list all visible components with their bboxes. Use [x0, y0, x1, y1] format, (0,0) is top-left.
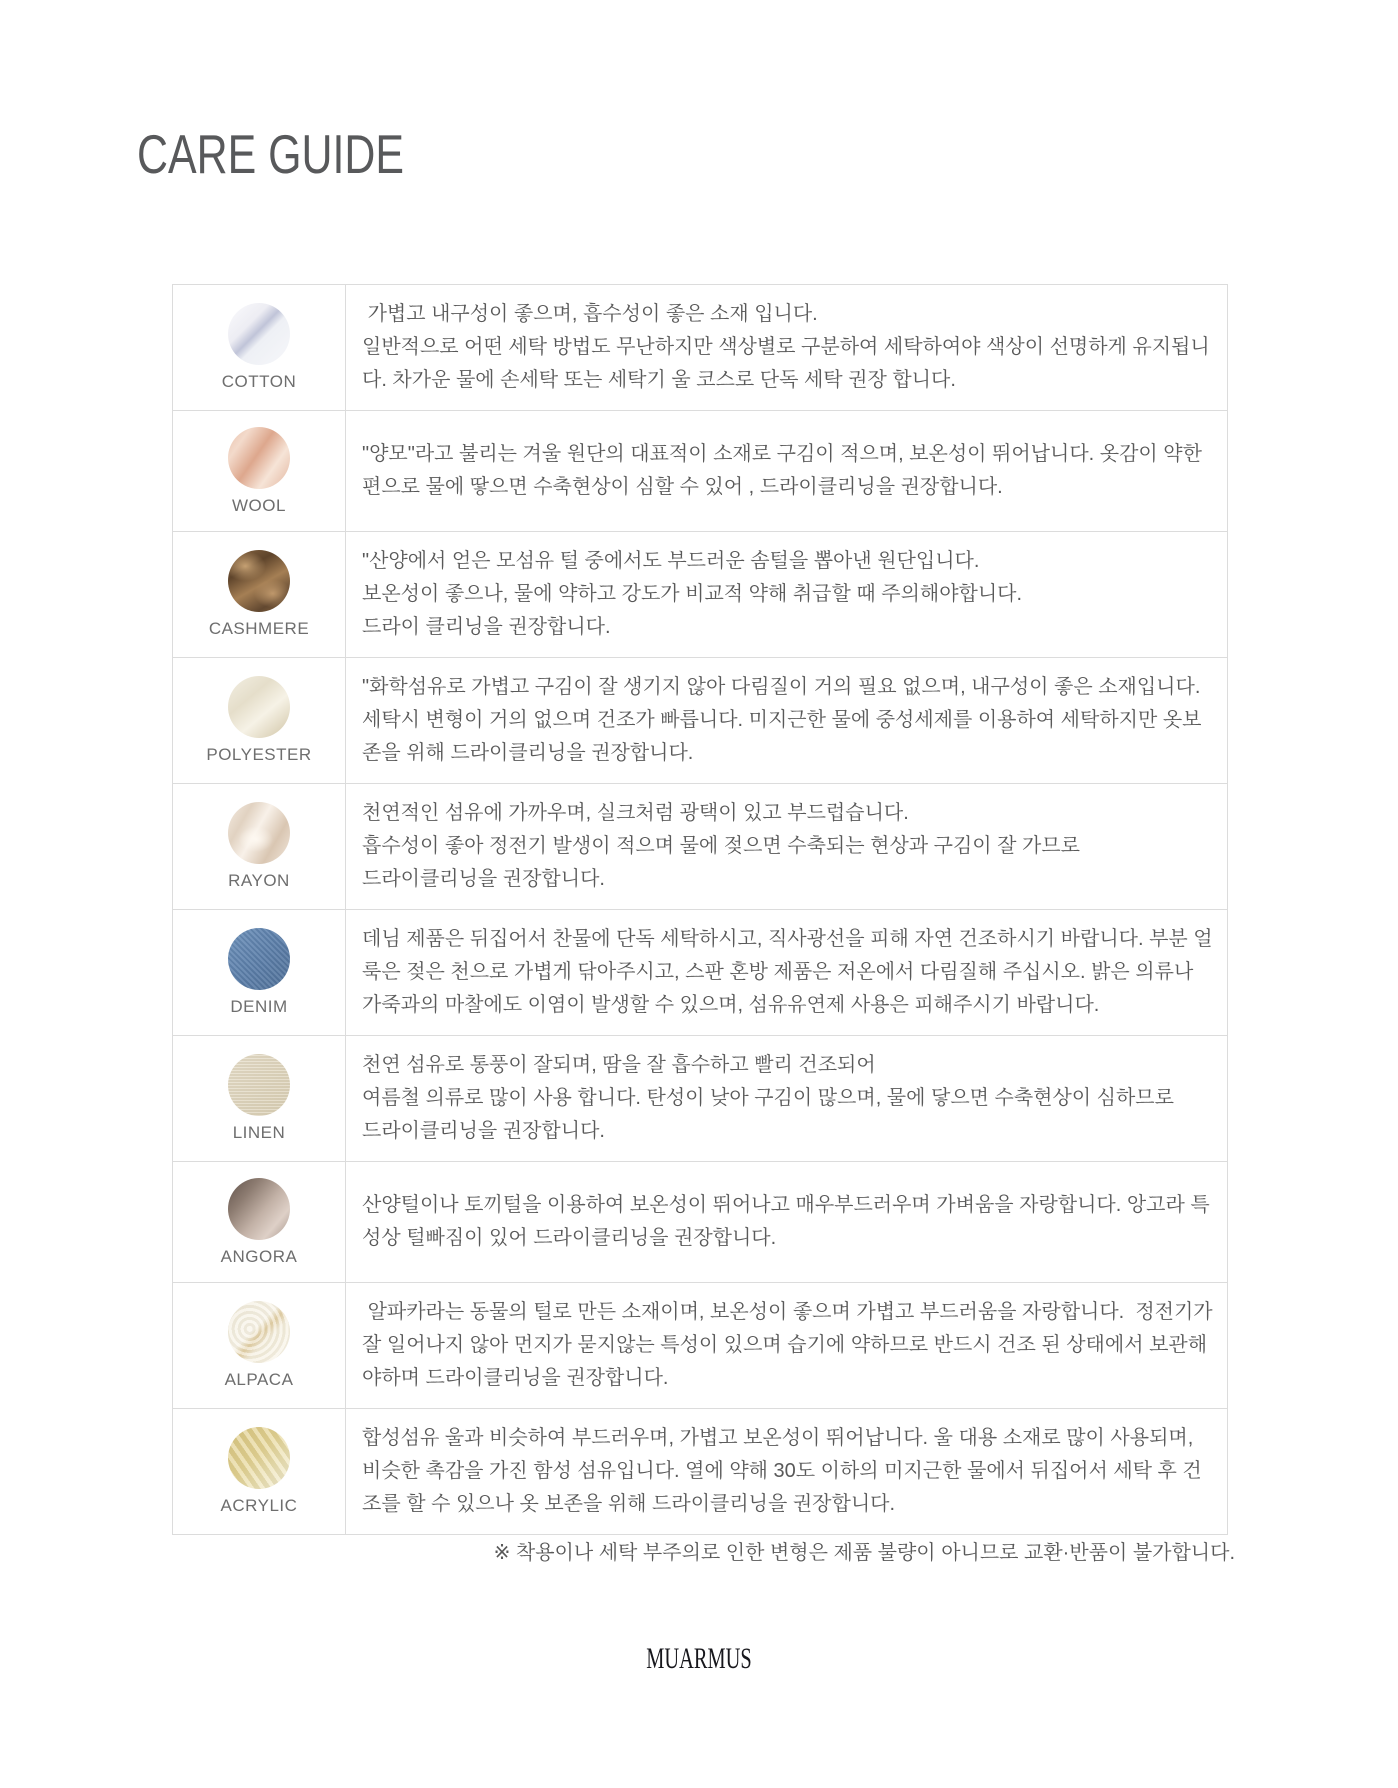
fabric-swatch-image — [228, 928, 290, 990]
care-description: 가볍고 내구성이 좋으며, 흡수성이 좋은 소재 입니다. 일반적으로 어떤 세탁 방법도 무난하지만 색상별로 구분하여 세탁하여야 색상이 선명하게 유지됩니다. 차가운 물에 손세탁 또는 세탁기 울 코스로 단독 세탁 권장 합니다. — [362, 303, 1210, 391]
fabric-swatch-image — [228, 802, 290, 864]
care-description: 알파카라는 동물의 털로 만든 소재이며, 보온성이 좋으며 가볍고 부드러움을 자랑합니다. 정전기가 잘 일어나지 않아 먼지가 묻지않는 특성이 있으며 습기에 약하므로 반드시 건조 된 상태에서 보관해야하며 드라이클리닝을 권장합니다. — [362, 1301, 1219, 1389]
brand-logo: MUARMUS — [646, 1642, 752, 1675]
swatch-cell — [173, 784, 346, 909]
swatch-cell — [173, 1036, 346, 1161]
fabric-row — [173, 658, 1227, 784]
fabric-row — [173, 1409, 1227, 1534]
swatch-cell — [173, 532, 346, 657]
fabric-swatch-image — [228, 550, 290, 612]
fabric-name-label: POLYESTER — [206, 745, 312, 764]
fabric-swatch-image — [228, 1178, 290, 1240]
fabric-row — [173, 532, 1227, 658]
care-description: 합성섬유 울과 비슷하여 부드러우며, 가볍고 보온성이 뛰어납니다. 울 대용 소재로 많이 사용되며, 비슷한 촉감을 가진 함성 섬유입니다. 열에 약해 30도 이하의 미지근한 물에서 뒤집어서 세탁 후 건조를 할 수 있으나 옷 보존을 위해 드라이클리닝을 권장합니다. — [362, 1427, 1202, 1515]
description-cell — [346, 658, 1227, 783]
fabric-swatch-image — [228, 676, 290, 738]
care-description: 산양털이나 토끼털을 이용하여 보온성이 뛰어나고 매우부드러우며 가벼움을 자랑합니다. 앙고라 특성상 털빠짐이 있어 드라이클리닝을 권장합니다. — [362, 1194, 1210, 1249]
care-table — [172, 284, 1228, 1535]
care-description: 천연적인 섬유에 가까우며, 실크처럼 광택이 있고 부드럽습니다. 흡수성이 좋아 정전기 발생이 적으며 물에 젖으면 수축되는 현상과 구김이 잘 가므로 드라이클리닝을 권장합니다. — [362, 802, 1081, 890]
description-cell — [346, 532, 1227, 657]
fabric-name-label: COTTON — [221, 372, 297, 391]
swatch-cell — [173, 658, 346, 783]
swatch-cell — [173, 411, 346, 531]
swatch-cell — [173, 285, 346, 410]
fabric-row — [173, 910, 1227, 1036]
care-description: "산양에서 얻은 모섬유 털 중에서도 부드러운 솜털을 뽑아낸 원단입니다. 보온성이 좋으나, 물에 약하고 강도가 비교적 약해 취급할 때 주의해야합니다. 드라이 클리닝을 권장합니다. — [362, 550, 1023, 638]
care-description: "양모"라고 불리는 겨울 원단의 대표적이 소재로 구김이 적으며, 보온성이 뛰어납니다. 옷감이 약한 편으로 물에 땋으면 수축현상이 심할 수 있어 , 드라이클리닝을 권장합니다. — [362, 443, 1208, 498]
fabric-name-label: ALPACA — [224, 1370, 294, 1389]
description-cell — [346, 1162, 1227, 1282]
description-cell — [346, 1409, 1227, 1534]
page-title: CARE GUIDE — [137, 123, 404, 185]
description-cell — [346, 411, 1227, 531]
fabric-row — [173, 1162, 1227, 1283]
swatch-cell — [173, 1283, 346, 1408]
care-description: "화학섬유로 가볍고 구김이 잘 생기지 않아 다림질이 거의 필요 없으며, 내구성이 좋은 소재입니다. 세탁시 변형이 거의 없으며 건조가 빠릅니다. 미지근한 물에 중성세제를 이용하여 세탁하지만 옷보존을 위해 드라이클리닝을 권장합니다. — [362, 676, 1206, 764]
swatch-cell — [173, 1162, 346, 1282]
fabric-swatch-image — [228, 1054, 290, 1116]
fabric-row — [173, 1036, 1227, 1162]
fabric-name-label: WOOL — [232, 495, 286, 515]
fabric-swatch-image — [228, 1301, 290, 1363]
fabric-row — [173, 285, 1227, 411]
description-cell — [346, 285, 1227, 410]
swatch-cell — [173, 1409, 346, 1534]
care-description: 데님 제품은 뒤집어서 찬물에 단독 세탁하시고, 직사광선을 피해 자연 건조하시기 바랍니다. 부분 얼룩은 젖은 천으로 가볍게 닦아주시고, 스판 혼방 제품은 저온에서 다림질해 주십시오. 밝은 의류나 가죽과의 마찰에도 이염이 발생할 수 있으며, 섬유유연제 사용은 피해주시기 바랍니다. — [362, 928, 1213, 1016]
description-cell — [346, 784, 1227, 909]
fabric-row — [173, 1283, 1227, 1409]
fabric-name-label: ACRYLIC — [220, 1496, 298, 1515]
fabric-name-label: CASHMERE — [208, 619, 310, 638]
description-cell — [346, 1283, 1227, 1408]
fabric-row — [173, 784, 1227, 910]
fabric-name-label: LINEN — [232, 1123, 286, 1142]
fabric-swatch-image — [228, 1427, 290, 1489]
swatch-cell — [173, 910, 346, 1035]
footer-disclaimer: ※ 착용이나 세탁 부주의로 인한 변형은 제품 불량이 아니므로 교환·반품이 불가합니다. — [493, 1542, 1235, 1564]
care-description: 천연 섬유로 통풍이 잘되며, 땀을 잘 흡수하고 빨리 건조되어 여름철 의류로 많이 사용 합니다. 탄성이 낮아 구김이 많으며, 물에 닿으면 수축현상이 심하므로 드라이클리닝을 권장합니다. — [362, 1054, 1174, 1142]
fabric-row — [173, 411, 1227, 532]
fabric-name-label: RAYON — [228, 871, 290, 890]
description-cell — [346, 1036, 1227, 1161]
fabric-name-label: DENIM — [230, 997, 288, 1016]
fabric-swatch-image — [228, 427, 290, 489]
fabric-swatch-image — [228, 303, 290, 365]
description-cell — [346, 910, 1227, 1035]
fabric-name-label: ANGORA — [220, 1246, 298, 1266]
